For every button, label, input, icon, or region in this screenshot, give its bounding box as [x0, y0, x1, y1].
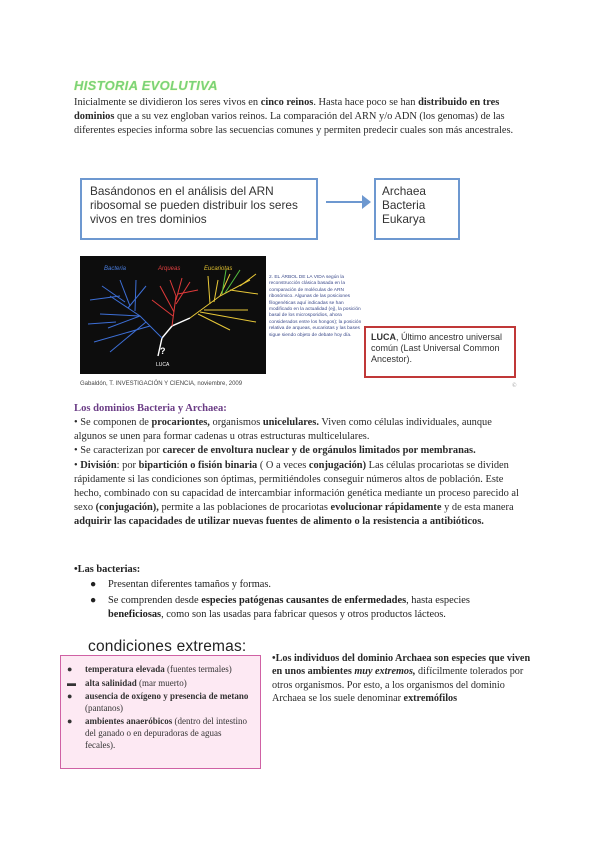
domain-archaea: Archaea [382, 184, 426, 198]
luca-box: LUCA, Último ancestro universal común (Last Universal Common Ancestor). [364, 326, 516, 378]
bullet-icon: ● [90, 594, 97, 606]
page-title: HISTORIA EVOLUTIVA [74, 78, 218, 93]
domain-bacteria: Bacteria [382, 198, 426, 212]
domains-list-box [374, 178, 460, 240]
archaea-paragraph: •Los individuos del dominio Archaea son especies que viven en unos ambientes muy extremos, difícilmente tolerados por otros organismos. Por esto, a los organismos del dominio Archaea se los suele denominar extremófilos [272, 653, 531, 705]
bullet-icon: ● [90, 579, 97, 590]
tree-caption: 2. EL ÁRBOL DE LA VIDA según la reconstrucción clásica basada en la comparación de moléculas de ARN ribosómico. Algunas de las posiciones filogenéticas aquí indicadas se han modificado en la actualidad (ej), la posición basal de los microsporidios, ahora considerados entre los hongos); la posición relativa de arqueas, eucariotas y las bases sigue siendo objeto de debate hoy día. [269, 275, 362, 338]
bullet-icon: ● [67, 691, 73, 702]
figure-credit: Gabaldón, T. INVESTIGACIÓN Y CIENCIA, noviembre, 2009 [80, 381, 243, 387]
bacteria-title: •Las bacterias: [74, 564, 141, 575]
credit-mark: © [512, 383, 517, 389]
list-item: ● Se comprenden desde especies patógenas causantes de enfermedades, hasta especies beneficiosas, como son las usadas para fabricar quesos y otros productos lácteos. [90, 594, 470, 620]
domains-diagram [78, 176, 526, 254]
bacteria-list [90, 578, 510, 623]
phylogenetic-tree [80, 256, 266, 374]
tree-label-question: ? [160, 346, 166, 356]
conditions-title: condiciones extremas: [88, 638, 247, 655]
list-item: ● ambientes anaeróbicos (dentro del intestino del ganado o en depuradoras de aguas fecales). [67, 716, 247, 750]
bullet-icon: ● [67, 716, 73, 727]
domains-paragraph [74, 416, 524, 530]
section-title: Los dominios Bacteria y Archaea: [74, 403, 227, 414]
bullet-icon: ● [67, 664, 73, 674]
list-item: ● temperatura elevada (fuentes termales) [67, 664, 232, 674]
bullet-caracteristicas: • Se caracterizan por carecer de envoltura nuclear y de orgánulos limitados por membranas. [74, 445, 476, 457]
tree-label-eukarya: Eucariotas [204, 266, 233, 272]
domain-eukarya: Eukarya [382, 212, 426, 226]
list-item: ● ausencia de oxígeno y presencia de metano (pantanos) [67, 691, 249, 713]
bullet-division: • División: por bipartición o fisión binaria ( O a veces conjugación) Las células procariotas se dividen rápidamente si las condiciones son óptimas, permitiéndoles conseguir números altos de población. Este hecho, combinado con su capacidad de intercambiar información genética mediante un proceso parecido al sexo (conjugación), permite a las poblaciones de procariotas evolucionar rápidamente y de esta manera adquirir las capacidades de utilizar nuevas fuentes de alimento o la resistencia a antibióticos. [74, 459, 519, 528]
intro-paragraph: Inicialmente se dividieron los seres vivos en cinco reinos. Hasta hace poco se han distribuido en tres dominios que a su vez engloban varios reinos. La comparación del ARN y/o ADN (los genomas) de las diferentes especies informa sobre las secuencias comunes y permiten predecir cuales son más ancestrales. [74, 97, 514, 137]
list-item: ● Presentan diferentes tamaños y formas. [90, 579, 272, 590]
tree-of-life-image [80, 256, 266, 374]
tree-label-bacteria: Bacteria [104, 266, 127, 272]
tree-label-archaea: Arqueas [158, 266, 181, 272]
tree-label-luca: LUCA [156, 362, 170, 368]
conditions-box [60, 655, 261, 769]
bullet-icon: ▬ [67, 677, 76, 688]
bullet-procariontes: • Se componen de procariontes, organismos unicelulares. Viven como células individuales, aunque algunos se unen para formar cadenas u otras estructuras multicelulares. [74, 417, 492, 443]
arrow-right-icon [324, 190, 372, 214]
diagram-text-box: Basándonos en el análisis del ARN ribosomal se pueden distribuir los seres vivos en tres dominios [80, 178, 318, 240]
list-item: ▬ alta salinidad (mar muerto) [67, 677, 187, 688]
